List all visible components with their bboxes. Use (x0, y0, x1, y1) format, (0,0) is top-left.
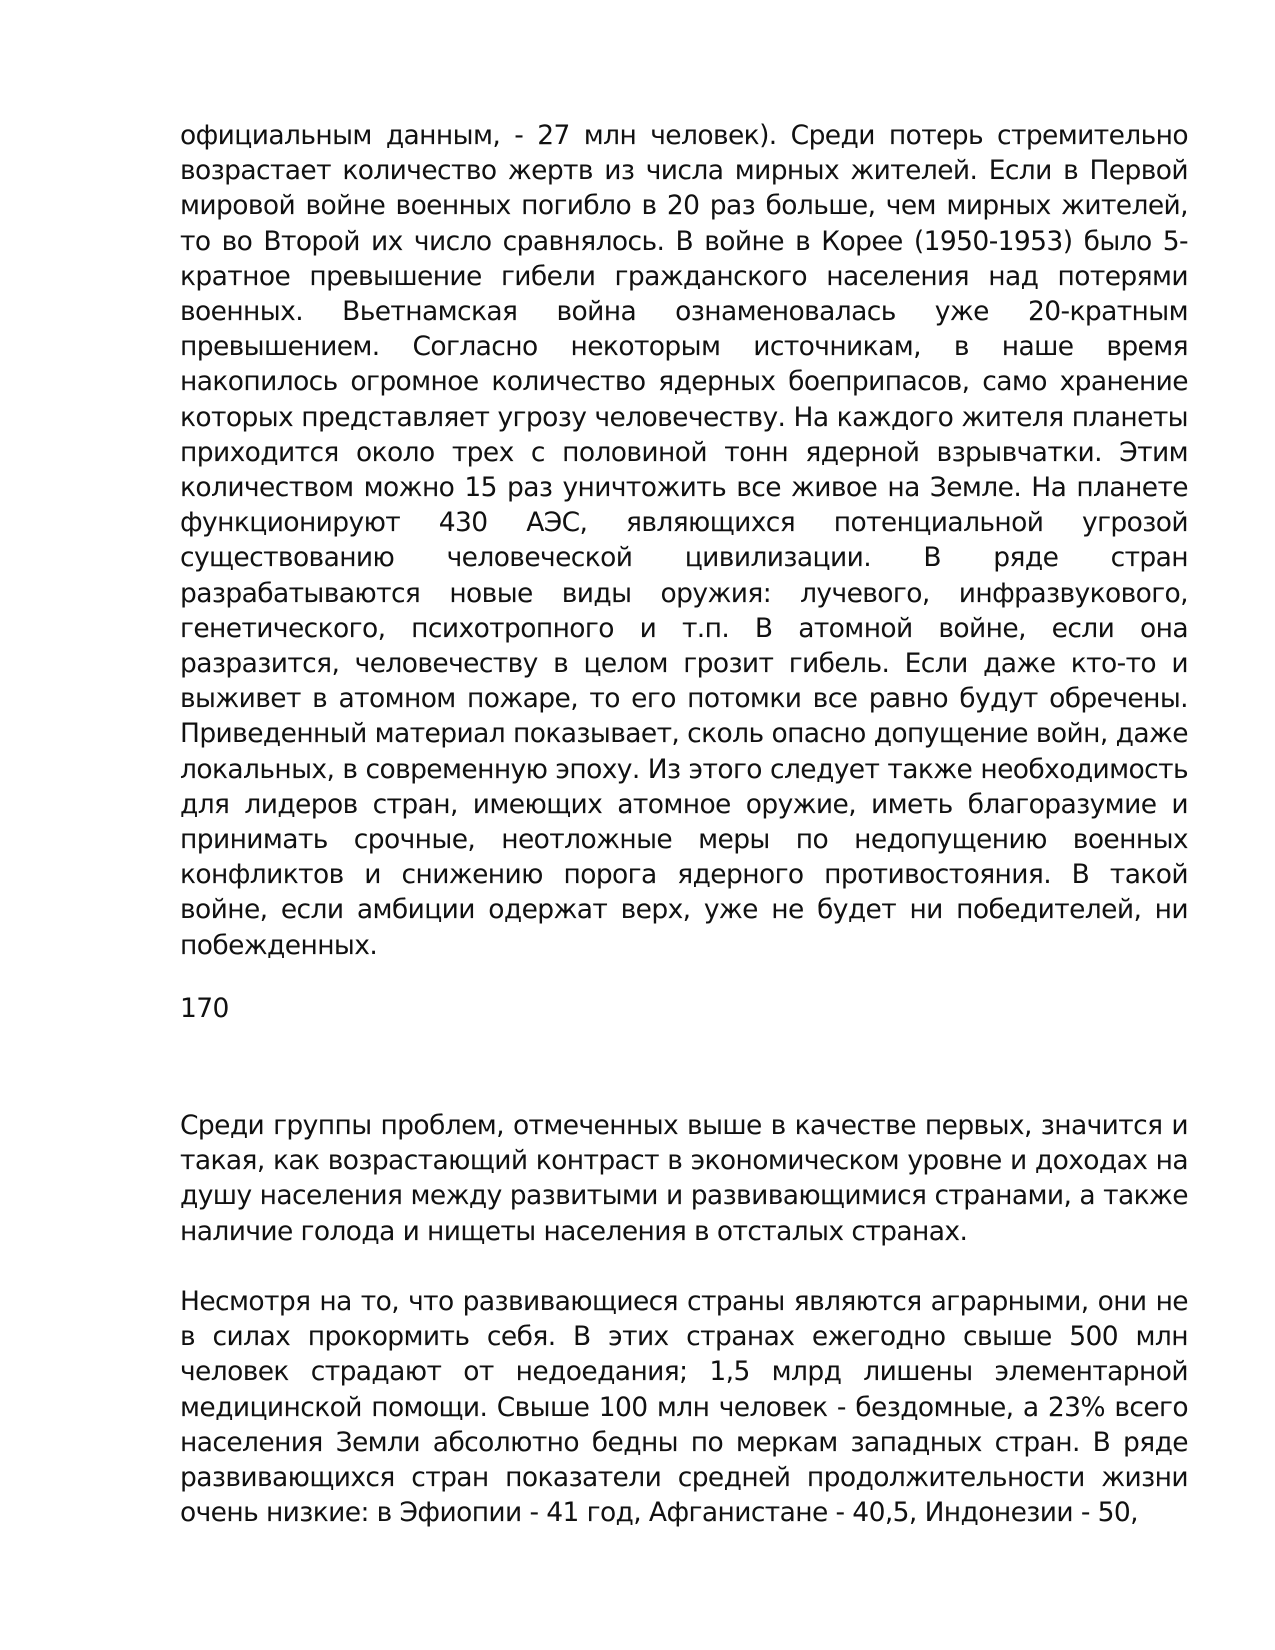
document-page (180, 118, 1188, 1530)
page-number: 170 (180, 992, 229, 1024)
paragraph-developing-countries: Несмотря на то, что развивающиеся страны являются аграрными, они не в силах прокормить себя. В этих странах ежегодно свыше 500 млн человек страдают от недоедания; 1,5 млрд лишены элементарной медицинской помощи. Свыше 100 млн человек - бездомные, а 23% всего населения Земли абсолютно бедны по меркам западных стран. В ряде развивающихся стран показатели средней продолжительности жизни очень низкие: в Эфиопии - 41 год, Афганистане - 40,5, Индонезии - 50, (180, 1285, 1188, 1529)
paragraph-war-casualties: официальным данным, - 27 млн человек). Среди потерь стремительно возрастает количество жертв из числа мирных жителей. Если в Первой мировой войне военных погибло в 20 раз больше, чем мирных жителей, то во Второй их число сравнялось. В войне в Корее (1950-1953) было 5-кратное превышение гибели гражданского населения над потерями военных. Вьетнамская война ознаменовалась уже 20-кратным превышением. Согласно некоторым источникам, в наше время накопилось огромное количество ядерных боеприпасов, само хранение которых представляет угрозу человечеству. На каждого жителя планеты приходится около трех с половиной тонн ядерной взрывчатки. Этим количеством можно 15 раз уничтожить все живое на Земле. На планете функционируют 430 АЭС, являющихся потенциальной угрозой существованию человеческой цивилизации. В ряде стран разрабатываются новые виды оружия: лучевого, инфразвукового, генетического, психотропного и т.п. В атомной войне, если она разразится, человечеству в целом грозит гибель. Если даже кто-то и выживет в атомном пожаре, то его потомки все равно будут обречены. Приведенный материал показывает, сколь опасно допущение войн, даже локальных, в современную эпоху. Из этого следует также необходимость для лидеров стран, имеющих атомное оружие, иметь благоразумие и принимать срочные, неотложные меры по недопущению военных конфликтов и снижению порога ядерного противостояния. В такой войне, если амбиции одержат верх, уже не будет ни победителей, ни побежденных. (180, 120, 1188, 961)
paragraph-gap (180, 1249, 1188, 1284)
section-gap (180, 1026, 1188, 1108)
paragraph-economic-contrast: Среди группы проблем, отмеченных выше в качестве первых, значится и такая, как возрастающий контраст в экономическом уровне и доходах на душу населения между развитыми и развивающимися странами, а также наличие голода и нищеты населения в отсталых странах. (180, 1110, 1188, 1247)
